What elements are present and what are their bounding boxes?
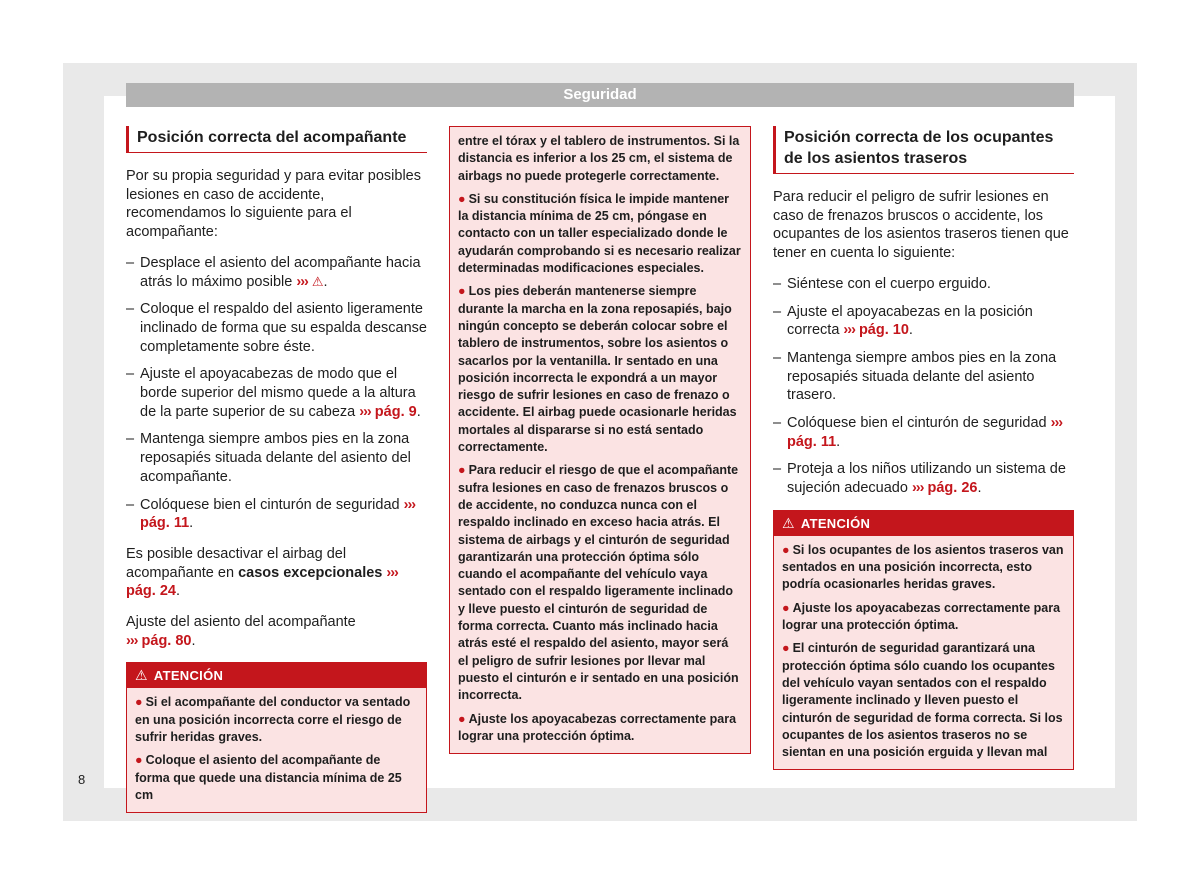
warning-item: ● El cinturón de seguridad garantizará una protección óptima sólo cuando los ocupantes del vehículo vayan sentados con el respaldo ligeramente inclinado y lleven puesto el cinturón de seguridad de forma correcta. Si los ocupantes de los asientos traseros no se sientan en una posición erguida y llevan mal bbox=[782, 641, 1063, 760]
page-reference-link[interactable]: pág. 26 bbox=[927, 480, 978, 497]
section-title: Posición correcta del acompañante bbox=[126, 126, 427, 153]
list-item: – Colóquese bien el cinturón de seguridad ››› pág. 11. bbox=[773, 414, 1074, 451]
intro-paragraph: Para reducir el peligro de sufrir lesiones en caso de frenazos bruscos o accidente, los ocupantes de los asientos traseros tienen que tener en cuenta lo siguiente: bbox=[773, 189, 1069, 262]
warning-box bbox=[773, 510, 1074, 771]
bullet-dot-icon: ● bbox=[458, 191, 466, 206]
bullet-dot-icon: ● bbox=[458, 711, 466, 726]
triple-chevron-icon: ››› bbox=[1050, 415, 1063, 432]
page-reference-link[interactable]: pág. 10 bbox=[858, 322, 909, 339]
warning-body bbox=[127, 688, 426, 812]
airbag-paragraph: Es posible desactivar el airbag del acompañante en casos excepcionales ››› pág. 24. bbox=[126, 545, 398, 600]
intro-paragraph: Por su propia seguridad y para evitar posibles lesiones en caso de accidente, recomendamos lo siguiente para el acompañante: bbox=[126, 168, 421, 241]
bullet-dot-icon: ● bbox=[135, 695, 143, 710]
warning-body bbox=[450, 127, 750, 753]
warning-item: ● Los pies deberán mantenerse siempre durante la marcha en la zona reposapiés, bajo ningún concepto se deberán colocar sobre el tablero de instrumentos, sobre los asientos o sacarlos por la ventanilla. Ir sentado en una posición incorrecta le expondrá a un mayor riesgo de sufrir lesiones en caso de frenazo o accidente. El airbag puede ocasionarle heridas mortales al dispararse si no está sentado correctamente. bbox=[458, 284, 737, 455]
list-item: – Mantenga siempre ambos pies en la zona reposapiés situada delante del asiento trasero. bbox=[773, 349, 1074, 405]
page-number: 8 bbox=[78, 772, 86, 787]
bullet-dot-icon: ● bbox=[782, 641, 790, 656]
warning-item: ● Si su constitución física le impide mantener la distancia mínima de 25 cm, póngase en contacto con un taller especializado donde le ayudarán comprobando si es necesario realizar determinadas modificaciones especiales. bbox=[458, 191, 741, 276]
warning-header: ⚠ ATENCIÓN bbox=[127, 663, 426, 688]
page-reference-link[interactable]: pág. 9 bbox=[374, 403, 417, 420]
triple-chevron-icon: ››› bbox=[126, 632, 138, 649]
warning-triangle-icon: ⚠ bbox=[311, 273, 324, 289]
warning-box-continued bbox=[449, 126, 751, 754]
page-reference-link[interactable]: pág. 11 bbox=[140, 515, 190, 532]
column-right bbox=[773, 126, 1074, 770]
list-item: – Colóquese bien el cinturón de seguridad ››› pág. 11. bbox=[126, 496, 427, 533]
seat-adjust-paragraph: Ajuste del asiento del acompañante ››› pág. 80. bbox=[126, 614, 356, 649]
bullet-dot-icon: ● bbox=[782, 600, 790, 615]
section-title: Posición correcta de los ocupantes de los asientos traseros bbox=[773, 126, 1074, 174]
warning-triangle-icon: ⚠ bbox=[782, 514, 795, 531]
bullet-dot-icon: ● bbox=[135, 753, 143, 768]
warning-item: ● Si los ocupantes de los asientos traseros van sentados en una posición incorrecta, esto podría ocasionarles heridas graves. bbox=[782, 542, 1064, 592]
warning-item: ● Si el acompañante del conductor va sentado en una posición incorrecta corre el riesgo de sufrir heridas graves. bbox=[135, 695, 411, 745]
warning-item: ● Ajuste los apoyacabezas correctamente para lograr una protección óptima. bbox=[458, 711, 737, 743]
triple-chevron-icon: ››› bbox=[359, 403, 371, 420]
warning-item: ● Coloque el asiento del acompañante de forma que quede una distancia mínima de 25 cm bbox=[135, 753, 402, 802]
list-item: – Proteja a los niños utilizando un sistema de sujeción adecuado ››› pág. 26. bbox=[773, 460, 1074, 497]
list-item: – Desplace el asiento del acompañante hacia atrás lo máximo posible ››› ⚠. bbox=[126, 254, 427, 291]
recommendation-list bbox=[126, 254, 427, 533]
list-item: – Siéntese con el cuerpo erguido. bbox=[773, 275, 1074, 294]
list-item: – Coloque el respaldo del asiento ligeramente inclinado de forma que su espalda descanse completamente sobre éste. bbox=[126, 300, 427, 356]
warning-box bbox=[126, 662, 427, 813]
page-reference-link[interactable]: pág. 24 bbox=[126, 583, 176, 600]
triple-chevron-icon: ››› bbox=[386, 564, 398, 581]
warning-header: ⚠ ATENCIÓN bbox=[774, 511, 1073, 536]
section-header bbox=[126, 83, 1074, 107]
bullet-dot-icon: ● bbox=[458, 463, 466, 478]
list-item: – Mantenga siempre ambos pies en la zona reposapiés situada delante del asiento del acompañante. bbox=[126, 430, 427, 486]
warning-item: ● Para reducir el riesgo de que el acompañante sufra lesiones en caso de frenazos bruscos o de accidente, no conduzca nunca con el respaldo inclinado en exceso hacia atrás. El sistema de airbags y el cinturón de seguridad garantizarán una protección óptima sólo cuando el acompañante del vehículo vaya sentado con el respaldo ligeramente inclinado y lleve puesto el cinturón de seguridad de forma correcta. Cuanto más inclinado hacia atrás esté el respaldo del asiento, mayor será el peligro de sufrir lesiones por llevar mal puesto el cinturón e ir sentado en una posición incorrecta. bbox=[458, 463, 739, 703]
warning-body bbox=[774, 536, 1073, 770]
triple-chevron-icon: ››› bbox=[843, 322, 855, 339]
page-reference-link[interactable]: pág. 11 bbox=[787, 433, 837, 450]
column-left bbox=[126, 126, 427, 813]
recommendation-list bbox=[773, 275, 1074, 498]
page-reference-link[interactable]: pág. 80 bbox=[141, 632, 192, 649]
section-header-title: Seguridad bbox=[563, 86, 637, 103]
warning-continuation: entre el tórax y el tablero de instrumentos. Si la distancia es inferior a los 25 cm, el sistema de airbags no puede protegerle correctamente. bbox=[458, 134, 740, 183]
warning-item: ● Ajuste los apoyacabezas correctamente para lograr una protección óptima. bbox=[782, 600, 1061, 633]
list-item: – Ajuste el apoyacabezas de modo que el borde superior del mismo quede a la altura de la parte superior de su cabeza ››› pág. 9. bbox=[126, 365, 427, 421]
triple-chevron-icon: ››› bbox=[403, 496, 416, 513]
warning-triangle-icon: ⚠ bbox=[135, 667, 148, 684]
triple-chevron-icon: ››› bbox=[296, 273, 308, 290]
triple-chevron-icon: ››› bbox=[911, 480, 924, 497]
bullet-dot-icon: ● bbox=[458, 284, 466, 299]
bullet-dot-icon: ● bbox=[782, 542, 790, 557]
column-middle bbox=[449, 126, 751, 754]
list-item: – Ajuste el apoyacabezas en la posición correcta ››› pág. 10. bbox=[773, 303, 1074, 340]
